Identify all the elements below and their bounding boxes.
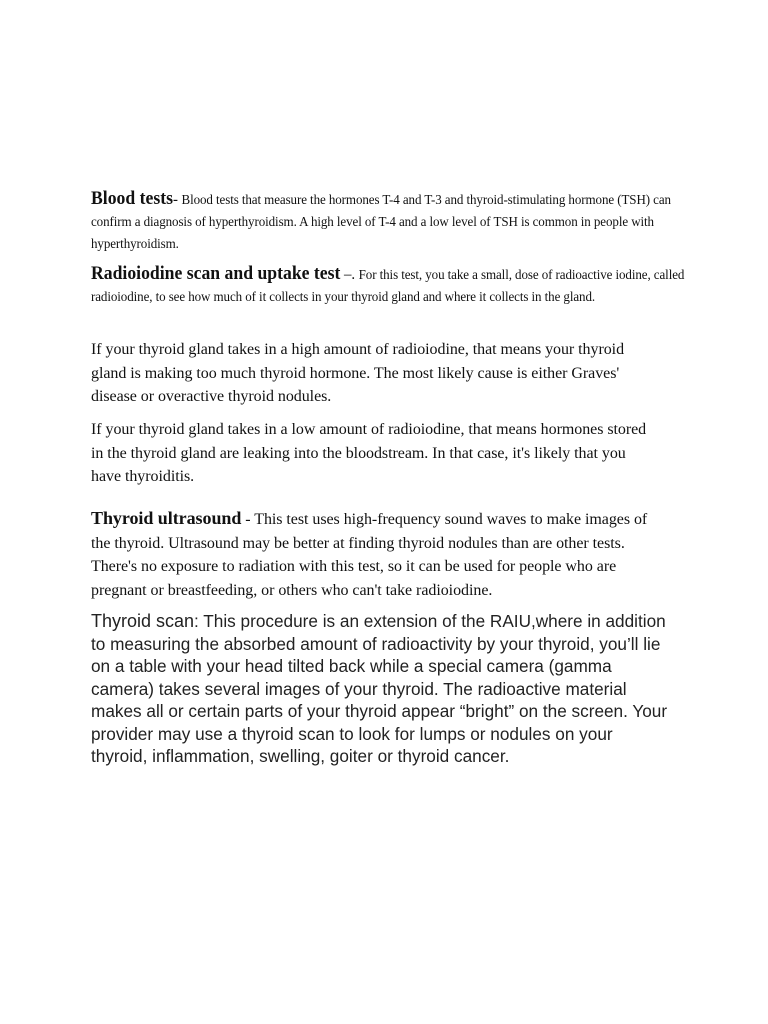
- thyroid-scan-heading: Thyroid scan: [91, 611, 195, 631]
- radioiodine-heading: Radioiodine scan and uptake test: [91, 263, 341, 284]
- radioiodine-body: For this test, you take a small, dose of radioactive iodine, called radioiodine, to see how much of it collects in your thyroid gland and where it collects in the gland.: [91, 268, 685, 305]
- thyroid-scan-separator: :: [194, 611, 204, 631]
- blood-tests-body: Blood tests that measure the hormones T-4 and T-3 and thyroid-stimulating hormone (TSH) can confirm a diagnosis of hyperthyroidism. A high level of T-4 and a low level of TSH is common in people with hyperthyroidism.: [91, 193, 671, 252]
- radioiodine-paragraph: [91, 263, 686, 309]
- high-uptake-paragraph: If your thyroid gland takes in a high amount of radioiodine, that means your thyroid gland is making too much thyroid hormone. The most likely cause is either Graves' disease or overactive thyroid nodules.: [91, 341, 625, 405]
- ultrasound-body: This test uses high-frequency sound waves to make images of the thyroid. Ultrasound may be better at finding thyroid nodules than are other tests. There's no exposure to radiation with this test, so it can be used for people who are pregnant or breastfeeding, or others who can't take radioiodine.: [91, 511, 648, 599]
- blood-tests-heading: Blood tests: [91, 188, 173, 209]
- ultrasound-separator: -: [241, 511, 255, 528]
- blood-tests-separator: -: [172, 191, 182, 208]
- radioiodine-separator: –.: [340, 266, 359, 283]
- thyroid-scan-paragraph: [91, 610, 671, 768]
- ultrasound-heading: Thyroid ultrasound: [91, 508, 242, 528]
- thyroid-scan-body: This procedure is an extension of the RAIU,where in addition to measuring the absorbed amount of radioactivity by your thyroid, you’ll lie on a table with your head tilted back while a special camera (gamma camera) takes several images of your thyroid. The radioactive material makes all or certain parts of your thyroid appear “bright” on the screen. Your provider may use a thyroid scan to look for lumps or nodules on your thyroid, inflammation, swelling, goiter or thyroid cancer.: [91, 611, 668, 766]
- low-uptake-paragraph: If your thyroid gland takes in a low amount of radioiodine, that means hormones stored in the thyroid gland are leaking into the bloodstream. In that case, it's likely that you have thyroiditis.: [91, 421, 647, 485]
- blood-tests-paragraph: [91, 188, 686, 256]
- ultrasound-paragraph: [91, 507, 656, 602]
